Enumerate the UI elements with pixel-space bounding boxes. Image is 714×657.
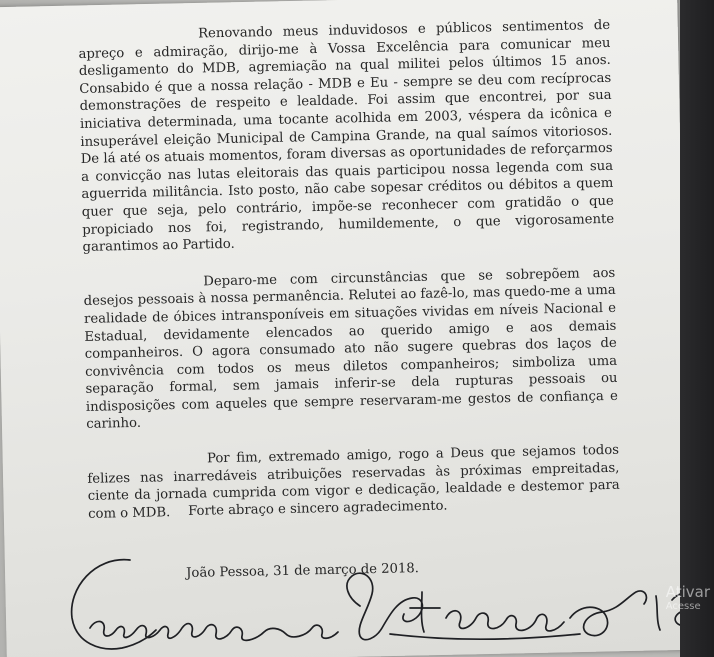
signature-underline — [390, 634, 580, 639]
signature-word-1 — [90, 621, 338, 640]
background-dark-edge — [680, 0, 714, 657]
letter-closing: Forte abraço e sincero agradecimento. — [188, 498, 448, 519]
letter-paragraph-2: Deparo-me com circunstâncias que se sobrepõem aos desejos pessoais à nossa permanência. Relutei ao fazê-lo, mas quedo-me a uma realidade de óbices intransponíveis em situações vividas em níveis Nacional e Estadual, devidamente elencados ao querido amigo e aos demais companheiros. O agora consumado ato não sugere quebras dos laços de convivência com todos os meus diletos companheiros; simboliza uma separação formal, sem jamais inferir-se dela rupturas pessoais ou indisposições com aqueles que sempre reservaram-me gestos de confiança e carinho. — [83, 265, 618, 433]
signature-loop — [72, 560, 156, 649]
signature-word-2 — [410, 592, 564, 632]
activation-watermark — [666, 584, 710, 612]
letter-body — [78, 17, 621, 542]
handwritten-signature — [60, 548, 714, 657]
letter-place-date: João Pessoa, 31 de março de 2018. — [186, 561, 420, 581]
letter-paragraph-3: Por fim, extremado amigo, rogo a Deus que sejamos todos felizes nas inarredáveis atribuições reservadas às próximas empreitadas, ciente da jornada cumprida com vigor e dedicação, lealdade e destemor para com o MDB. — [87, 442, 620, 522]
signature-initial — [347, 573, 422, 640]
watermark-line-2: Acesse — [665, 600, 701, 612]
letter-paragraph-1: Renovando meus induvidosos e públicos sentimentos de apreço e admiração, dirijo-me à Vossa Excelência para comunicar meu desligamento do MDB, agremiação na qual militei pelos últimos 15 anos. Consabido é que a nossa relação - MDB e Eu - sempre se deu com recíprocas demonstrações de respeito e lealdade. Foi assim que encontrei, por sua iniciativa determinada, uma tocante acolhida em 2003, véspera da icônica e insuperável eleição Municipal de Campina Grande, na qual saímos vitoriosos. De lá até os atuais momentos, foram diversas as oportunidades de reforçarmos a convicção nas lutas eleitorais das quais participou nossa legenda com sua aguerrida militância. Isto posto, não cabe sopesar créditos ou débitos a quem quer que seja, pelo contrário, impõe-se reconhecer com gratidão o que propiciado nos foi, registrando, humildemente, o que vigorosamente garantimos ao Partido. — [78, 17, 615, 256]
watermark-line-1: Ativar — [665, 583, 710, 601]
